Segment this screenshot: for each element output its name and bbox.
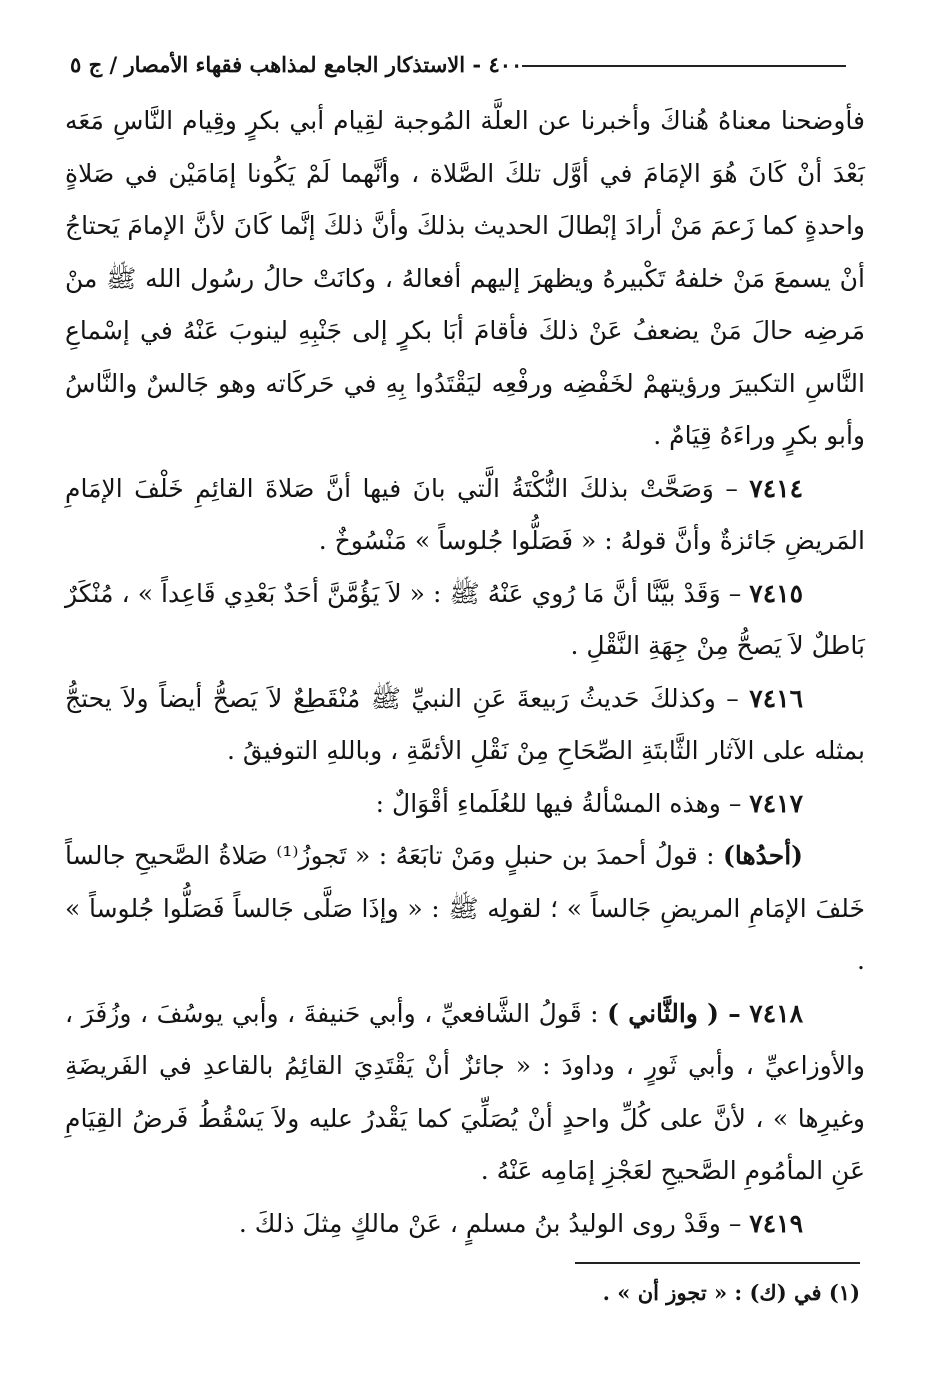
paragraph-number: ٧٤١٥ (749, 578, 804, 608)
header-rule (522, 65, 846, 67)
page-header-title: ٤٠٠ - الاستذكار الجامع لمذاهب فقهاء الأمصار / ج ٥ (70, 51, 523, 77)
paragraph-text: – وكذلكَ حَديثُ رَبيعةَ عَنِ النبيِّ ﷺ مُنْقَطِعٌ لاَ يَصحُّ أيضاً ولاَ يحتجُّ بمثله على الآثار الثَّابتَةِ الصِّحَاحِ مِنْ نَقْلِ الأئمَّةِ ، وباللهِ التوفيقُ . (65, 683, 865, 765)
paragraph-text: – وقَدْ روى الوليدُ بنُ مسلمٍ ، عَنْ مالكٍ مِثلَ ذلكَ . (238, 1208, 742, 1238)
paragraph-number: ٧٤١٦ (749, 683, 803, 713)
paragraph-7414 (65, 463, 865, 568)
paragraph-first-opinion (65, 830, 865, 988)
footnote-text: (١) في (ك) : « تجوز أن » . (602, 1280, 860, 1305)
footnote-rule (575, 1262, 860, 1264)
paragraph-text: – وهذه المسْألةُ فيها للعُلَماءِ أقْوَالٌ : (375, 788, 742, 818)
paragraph-text: – وَصَحَّتْ بذلكَ النُّكْتَةُ الَّتي بانَ فيها أنَّ صَلاةَ القائِمِ خَلْفَ الإمَامِ المَريضِ جَائزةٌ وأنَّ قولهُ : « فَصَلُّوا جُلوساً » مَنْسُوخٌ . (65, 473, 865, 555)
paragraph-text: : قَولُ الشَّافعيِّ ، وأبي حَنيفةَ ، وأبي يوسُفَ ، وزُفَرَ ، والأوزاعيِّ ، وأبي ثَورٍ ، وداودَ : « جائزٌ أنْ يَقْتَدِيَ القائِمُ بالقاعدِ في الفَريضَةِ وغيرِها » ، لأنَّ على كُلِّ واحدٍ أنْ يُصَلِّيَ كما يَقْدرُ عليه ولاَ يَسْقُطُ فَرضُ القِيَامِ عَنِ المأمُومِ الصَّحيحِ لعَجْزِ إمَامِه عَنْهُ . (65, 998, 865, 1185)
paragraph-intro (65, 95, 865, 463)
footnote (70, 1278, 860, 1308)
paragraph-number: ٧٤١٩ (749, 1208, 803, 1238)
paragraph-number: ٧٤١٨ (749, 998, 803, 1028)
paragraph-lead: (أحدُها) (723, 841, 803, 870)
paragraph-text: فأوضحنا معناهُ هُناكَ وأخبرنا عن العلَّة المُوجبة لقِيام أبي بكرٍ وقِيام النَّاسِ مَعَه بَعْدَ أنْ كَانَ هُوَ الإمَامَ في أوَّل تلكَ الصَّلاة ، وأنَّهما لَمْ يَكُونا إمَامَيْن في صَلاةٍ واحدةٍ كما زَعمَ مَنْ أرادَ إبْطالَ الحديث بذلكَ وأنَّ ذلكَ إنَّما كَانَ لأنَّ الإمامَ يَحتاجُ أنْ يسمعَ مَنْ خلفهُ تَكْبيرهُ ويظهرَ إليهم أفعالهُ ، وكانَتْ حالُ رسُول الله ﷺ منْ مَرضِه حالَ مَنْ يضعفُ عَنْ ذلكَ فأقامَ أبَا بكرٍ إلى جَنْبِهِ لينوبَ عَنْهُ في إسْماعِ النَّاسِ التكبيرَ ورؤيتهمْ لخَفْضِه ورفْعِه ليَقْتَدُوا بِهِ في حَركَاته وهو جَالسٌ والنَّاسُ وأبو بكرٍ وراءَهُ قِيَامٌ . (65, 106, 865, 450)
paragraph-7418 (65, 988, 865, 1198)
running-header (70, 44, 860, 84)
paragraph-text: – وَقَدْ بيَّنَّا أنَّ مَا رُوي عَنْهُ ﷺ : « لاَ يَؤُمَّنَّ أحَدٌ بَعْدِي قَاعِداً » ، مُنْكَرٌ بَاطلٌ لاَ يَصحُّ مِنْ جِهَةِ النَّقْلِ . (65, 578, 865, 660)
paragraph-7417 (65, 778, 865, 831)
paragraph-number: ٧٤١٧ (749, 788, 803, 818)
paragraph-text: : قولُ أحمدَ بن حنبلٍ ومَنْ تابَعَهُ : « تَجوزُ⁽¹⁾ صَلاةُ الصَّحيحِ جالساً خَلفَ الإمَامِ المريضِ جَالساً » ؛ لقولِه ﷺ : « وإذَا صَلَّى جَالساً فَصَلُّوا جُلوساً » . (65, 841, 865, 975)
main-text (65, 95, 865, 1250)
paragraph-lead: – ( والثَّاني ) (607, 998, 741, 1028)
paragraph-7415 (65, 568, 865, 673)
paragraph-number: ٧٤١٤ (749, 473, 803, 503)
paragraph-7416 (65, 673, 865, 778)
paragraph-7419 (65, 1198, 865, 1251)
